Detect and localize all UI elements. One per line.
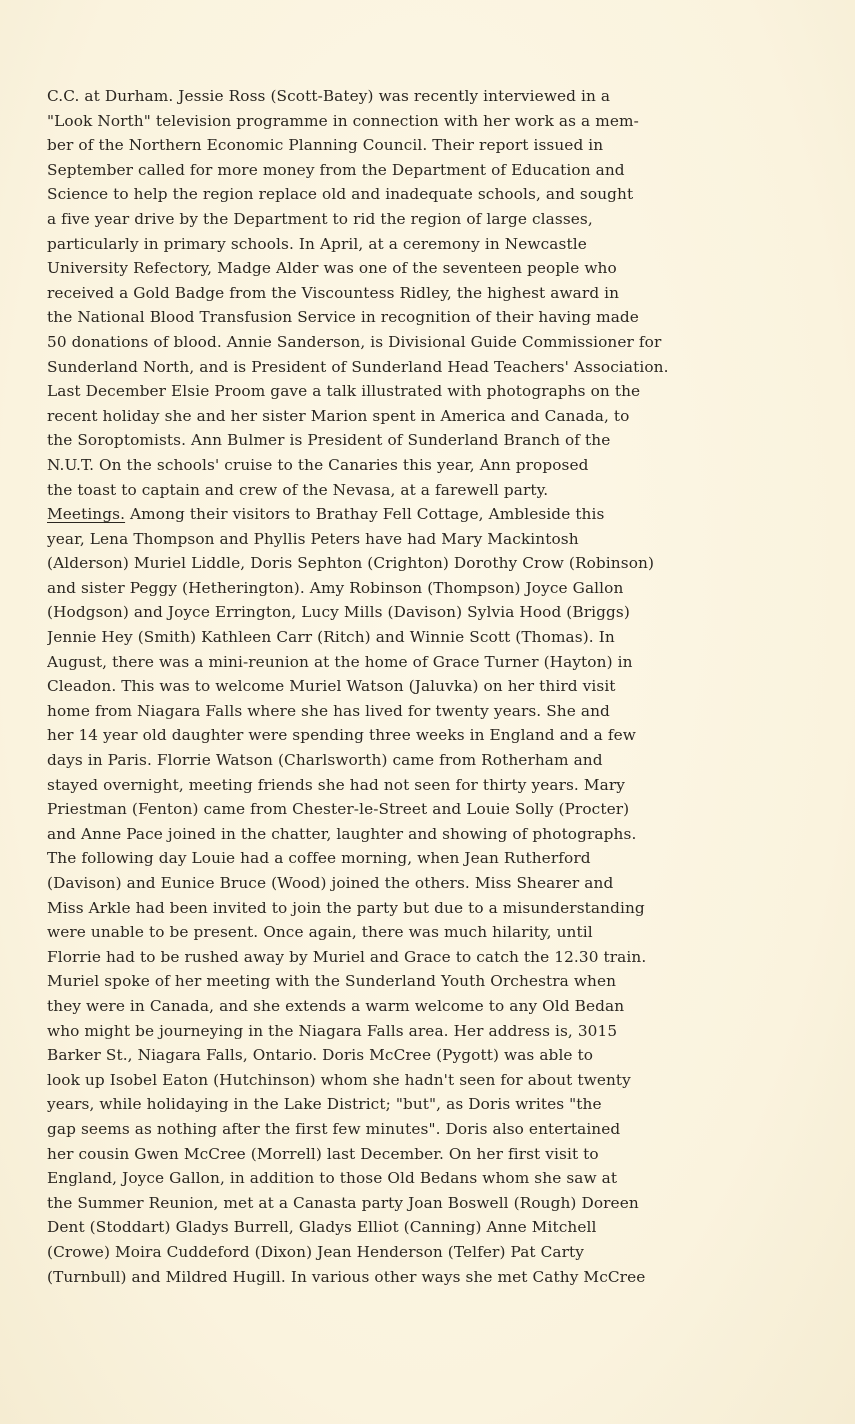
text-line: recent holiday she and her sister Marion spent in America and Canada, to — [47, 406, 630, 425]
meetings-paragraph — [47, 527, 837, 1289]
text-line: stayed overnight, meeting friends she had not seen for thirty years. Mary — [47, 775, 625, 794]
text-line: C.C. at Durham. Jessie Ross (Scott-Batey) was recently interviewed in a — [47, 87, 611, 105]
text-line: days in Paris. Florrie Watson (Charlsworth) came from Rotherham and — [47, 751, 603, 770]
text-line: the Soroptomists. Ann Bulmer is President of Sunderland Branch of the — [47, 431, 611, 450]
text-line: and sister Peggy (Hetherington). Amy Robinson (Thompson) Joyce Gallon — [47, 578, 624, 597]
text-line: her 14 year old daughter were spending three weeks in England and a few — [47, 726, 636, 745]
text-line: Sunderland North, and is President of Sunderland Head Teachers' Association. — [47, 357, 669, 376]
text-line: year, Lena Thompson and Phyllis Peters have had Mary Mackintosh — [47, 529, 579, 548]
text-line: the toast to captain and crew of the Nevasa, at a farewell party. — [47, 480, 549, 499]
text-line: (Davison) and Eunice Bruce (Wood) joined the others. Miss Shearer and — [47, 874, 614, 892]
text-line: Florrie had to be rushed away by Muriel and Grace to catch the 12.30 train. — [47, 947, 647, 966]
text-line: (Alderson) Muriel Liddle, Doris Sephton (Crighton) Dorothy Crow (Robinson) — [47, 554, 655, 573]
text-line: home from Niagara Falls where she has lived for twenty years. She and — [47, 701, 610, 720]
text-line: (Turnbull) and Mildred Hugill. In various other ways she met Cathy McCree — [47, 1267, 646, 1286]
text-line: August, there was a mini-reunion at the home of Grace Turner (Hayton) in — [47, 652, 633, 671]
document-body — [47, 84, 837, 1289]
text-line: who might be journeying in the Niagara Falls area. Her address is, 3015 — [47, 1021, 618, 1040]
meetings-heading: Meetings. — [47, 505, 126, 524]
text-line: September called for more money from the Department of Education and — [47, 160, 625, 179]
text-line: her cousin Gwen McCree (Morrell) last December. On her first visit to — [47, 1144, 599, 1163]
text-line: they were in Canada, and she extends a warm welcome to any Old Bedan — [47, 996, 625, 1015]
text-line: (Hodgson) and Joyce Errington, Lucy Mills (Davison) Sylvia Hood (Briggs) — [47, 603, 630, 622]
text-line: years, while holidaying in the Lake District; "but", as Doris writes "the — [47, 1095, 602, 1114]
text-line: gap seems as nothing after the first few minutes". Doris also entertained — [47, 1119, 621, 1138]
text-line: Miss Arkle had been invited to join the party but due to a misunderstanding — [47, 898, 645, 917]
text-line: and Anne Pace joined in the chatter, laughter and showing of photographs. — [47, 824, 637, 843]
text-line: Priestman (Fenton) came from Chester-le-Street and Louie Solly (Procter) — [47, 800, 630, 819]
text-line: The following day Louie had a coffee morning, when Jean Rutherford — [47, 849, 591, 868]
text-line: received a Gold Badge from the Viscountess Ridley, the highest award in — [47, 283, 620, 302]
text-line: the Summer Reunion, met at a Canasta party Joan Boswell (Rough) Doreen — [47, 1193, 639, 1212]
meetings-first-line-text: Among their visitors to Brathay Fell Cottage, Ambleside this — [125, 505, 605, 524]
text-line: Barker St., Niagara Falls, Ontario. Doris McCree (Pygott) was able to — [47, 1046, 594, 1065]
text-line: N.U.T. On the schools' cruise to the Canaries this year, Ann proposed — [47, 455, 589, 474]
text-line: Cleadon. This was to welcome Muriel Watson (Jaluvka) on her third visit — [47, 677, 616, 696]
text-line: particularly in primary schools. In April, at a ceremony in Newcastle — [47, 234, 587, 253]
intro-paragraph — [47, 84, 837, 502]
text-line: a five year drive by the Department to rid the region of large classes, — [47, 209, 593, 228]
text-line: "Look North" television programme in connection with her work as a mem- — [47, 111, 639, 130]
text-line: (Crowe) Moira Cuddeford (Dixon) Jean Henderson (Telfer) Pat Carty — [47, 1242, 585, 1261]
text-line: University Refectory, Madge Alder was one of the seventeen people who — [47, 259, 617, 278]
text-line: were unable to be present. Once again, there was much hilarity, until — [47, 923, 593, 942]
text-line: Muriel spoke of her meeting with the Sunderland Youth Orchestra when — [47, 972, 617, 991]
text-line: Jennie Hey (Smith) Kathleen Carr (Ritch) and Winnie Scott (Thomas). In — [47, 628, 615, 647]
text-line: the National Blood Transfusion Service in recognition of their having made — [47, 308, 639, 327]
text-line: England, Joyce Gallon, in addition to those Old Bedans whom she saw at — [47, 1169, 618, 1188]
text-line: Dent (Stoddart) Gladys Burrell, Gladys Elliot (Canning) Anne Mitchell — [47, 1218, 597, 1237]
text-line: Last December Elsie Proom gave a talk illustrated with photographs on the — [47, 382, 641, 401]
text-line: look up Isobel Eaton (Hutchinson) whom she hadn't seen for about twenty — [47, 1070, 631, 1089]
text-line: Science to help the region replace old and inadequate schools, and sought — [47, 185, 634, 204]
text-line: ber of the Northern Economic Planning Council. Their report issued in — [47, 136, 604, 155]
meetings-first-line — [47, 502, 837, 527]
text-line: 50 donations of blood. Annie Sanderson, is Divisional Guide Commissioner for — [47, 332, 662, 351]
